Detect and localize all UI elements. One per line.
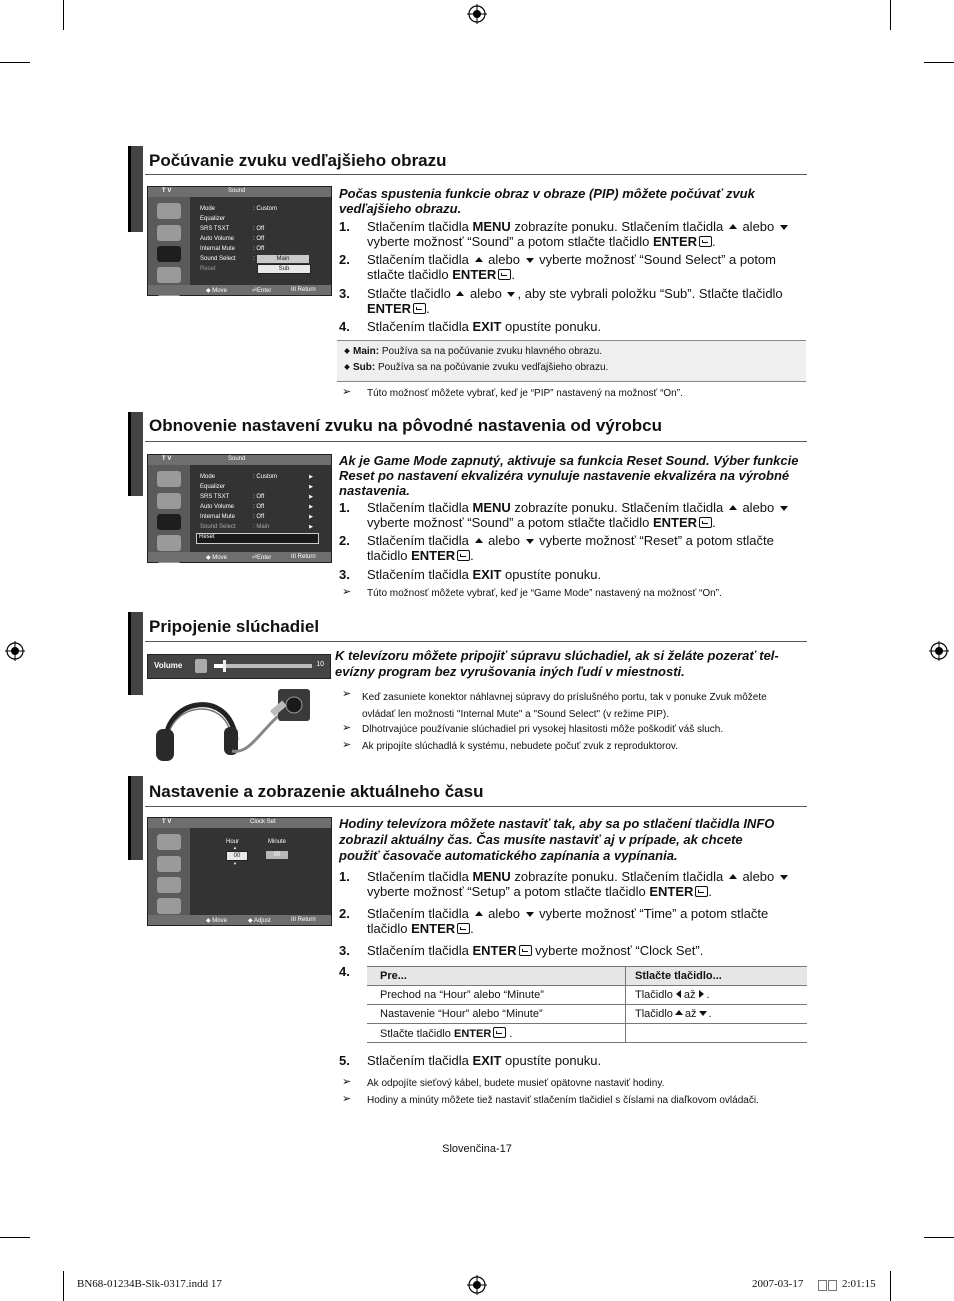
step-item: 1. Stlačením tlačidla MENU zobrazíte ponuku. Stlačením tlačidla alebo vyberte možnosť “Sound” a potom stlačte tlačidlo ENTER . — [339, 500, 807, 530]
osd-foot-adjust: ◆ Adjust — [248, 918, 271, 924]
osd-sound-icon — [157, 877, 181, 893]
bullet-icon — [344, 364, 350, 370]
crop-mark — [0, 1237, 30, 1238]
info-box: Main: Používa sa na počúvanie zvuku hlavného obrazu. Sub: Používa sa na počúvanie zvuku vedľajšieho obrazu. — [337, 340, 806, 382]
osd-menu-title: Sound — [228, 456, 246, 462]
section-rule — [145, 441, 807, 442]
note-arrow-icon: ➢ — [342, 586, 352, 598]
enter-icon — [519, 945, 532, 956]
registration-mark-icon — [467, 4, 487, 24]
table-cell: Prechod na “Hour” alebo “Minute” — [367, 986, 626, 1005]
footer-file: BN68-01234B-Slk-0317.indd 17 — [77, 1278, 222, 1290]
osd-hour-label: Hour — [226, 839, 240, 845]
osd-foot-return: III Return — [291, 554, 316, 560]
osd-row-value: : — [253, 256, 255, 262]
osd-icon-column — [148, 828, 190, 915]
osd-foot-return: III Return — [291, 917, 316, 923]
volume-label: Volume — [154, 661, 183, 670]
osd-volume-bar — [147, 654, 331, 679]
section-title: Nastavenie a zobrazenie aktuálneho času — [149, 782, 484, 801]
crop-mark — [924, 62, 954, 63]
osd-picture-icon — [157, 856, 181, 872]
osd-option-main: Main — [257, 255, 309, 263]
down-arrow-icon — [526, 912, 534, 917]
crop-mark — [890, 1271, 891, 1301]
section-title: Pripojenie slúchadiel — [149, 617, 320, 636]
table-header-cell: Pre... — [367, 967, 626, 986]
bullet-icon — [344, 348, 350, 354]
osd-row-label: Equalizer — [200, 484, 226, 490]
osd-channel-icon — [157, 535, 181, 551]
osd-row-value: : Off — [253, 504, 265, 510]
step-item: 5. Stlačením tlačidla EXIT opustíte ponuku. — [339, 1053, 602, 1068]
osd-foot-enter: ⏎Enter — [252, 288, 272, 294]
crop-mark — [890, 0, 891, 30]
left-arrow-icon — [676, 990, 681, 998]
osd-row-value: : Off — [253, 236, 265, 242]
osd-row-value: : Custom — [253, 206, 278, 212]
osd-row-label: Sound Select — [200, 524, 236, 530]
osd-up-arrow-icon: ▲ — [233, 845, 237, 850]
step-item: 1. Stlačením tlačidla MENU zobrazíte ponuku. Stlačením tlačidla alebo vyberte možnosť “Sound” a potom stlačte tlačidlo ENTER . — [339, 219, 807, 249]
crop-mark — [63, 0, 64, 30]
down-arrow-icon — [507, 292, 515, 297]
section-lead: Počas spustenia funkcie obraz v obraze (PIP) môžete počúvať zvuk vedľajšieho obrazu. — [339, 186, 755, 216]
osd-option-sub: Sub — [257, 264, 311, 274]
osd-row-label: SRS TSXT — [200, 226, 230, 232]
osd-picture-icon — [157, 471, 181, 487]
osd-row-label: Reset — [200, 266, 216, 272]
step-item: 3. Stlačením tlačidla ENTER vyberte možnosť “Clock Set”. — [339, 943, 704, 958]
step-item: 1. Stlačením tlačidla MENU zobrazíte ponuku. Stlačením tlačidla alebo vyberte možnosť “Setup” a potom stlačte tlačidlo ENTER . — [339, 869, 807, 899]
down-arrow-icon — [526, 258, 534, 263]
down-arrow-icon — [526, 539, 534, 544]
osd-down-arrow-icon: ▼ — [233, 861, 237, 866]
osd-picture-icon — [157, 834, 181, 850]
up-arrow-icon — [475, 257, 483, 262]
osd-minute-label: Minute — [268, 839, 287, 845]
up-arrow-icon — [675, 1010, 683, 1015]
osd-row-label: Mode — [200, 474, 216, 480]
osd-icon-column — [148, 197, 190, 285]
osd-hour-value: 00 — [226, 851, 248, 861]
up-arrow-icon — [475, 911, 483, 916]
note-arrow-icon: ➢ — [342, 739, 352, 751]
osd-menu-title: Clock Set — [250, 819, 276, 825]
table-row — [367, 986, 807, 1005]
osd-row-label: Reset — [199, 534, 215, 540]
up-arrow-icon — [729, 874, 737, 879]
table-cell: Nastavenie “Hour” alebo “Minute” — [367, 1005, 626, 1024]
osd-clock-set-menu — [147, 817, 332, 926]
registration-mark-icon — [467, 1275, 487, 1295]
osd-tv-label: T V — [162, 188, 172, 194]
osd-tv-label: T V — [162, 456, 172, 462]
registration-mark-icon — [929, 641, 949, 661]
registration-mark-icon — [5, 641, 25, 661]
note-arrow-icon: ➢ — [342, 1076, 352, 1088]
section-title: Obnovenie nastavení zvuku na pôvodné nastavenia od výrobcu — [149, 416, 662, 435]
osd-row-value: : Custom — [253, 474, 278, 480]
down-arrow-icon — [780, 506, 788, 511]
osd-channel-icon — [157, 267, 181, 283]
enter-icon — [457, 550, 470, 561]
note-arrow-icon: ➢ — [342, 1093, 352, 1105]
missing-glyph-icon — [818, 1280, 827, 1291]
osd-row-label: Equalizer — [200, 216, 226, 222]
volume-track — [214, 664, 312, 668]
section-rule — [145, 174, 807, 175]
osd-row-label: Auto Volume — [200, 236, 235, 242]
osd-sound-icon — [157, 514, 181, 530]
step-item: 2. Stlačením tlačidla alebo vyberte možnosť “Time” a potom stlačte tlačidlo ENTER . — [339, 906, 769, 936]
osd-row-label: SRS TSXT — [200, 494, 230, 500]
osd-foot-enter: ⏎Enter — [252, 555, 272, 561]
osd-row-value: : Main — [253, 524, 270, 530]
osd-picture-icon — [157, 203, 181, 219]
missing-glyph-icon — [828, 1280, 837, 1291]
section-marker-bar — [128, 412, 143, 496]
osd-row-value: : Off — [253, 246, 265, 252]
table-cell: Tlačidlo až . — [626, 986, 808, 1005]
osd-foot-return: III Return — [291, 287, 316, 293]
down-arrow-icon — [780, 875, 788, 880]
table-cell: Tlačidlo až . — [626, 1005, 808, 1024]
table-cell: Stlačte tlačidlo ENTER . — [367, 1024, 626, 1043]
osd-row-value: : Off — [253, 226, 265, 232]
osd-minute-value: 00 — [266, 851, 288, 859]
osd-picture-icon — [157, 493, 181, 509]
headphones-illustration-icon — [152, 685, 312, 765]
osd-foot-move: ◆ Move — [206, 288, 227, 294]
up-arrow-icon — [729, 505, 737, 510]
enter-icon — [493, 1027, 506, 1038]
table-header-cell: Stlačte tlačidlo... — [626, 967, 808, 986]
section-lead: K televízoru môžete pripojiť súpravu slúchadiel, ak si želáte pozerať tel- evízny program bez vyrušovania iných ľudí v miestnosti. — [335, 648, 779, 679]
step-item: 3. Stlačením tlačidla EXIT opustíte ponuku. — [339, 567, 602, 582]
note-arrow-icon: ➢ — [342, 386, 352, 398]
section-marker-bar — [128, 776, 143, 860]
osd-row-label: Mode — [200, 206, 216, 212]
crop-mark — [0, 62, 30, 63]
volume-value: 10 — [316, 661, 324, 668]
page-number: Slovenčina-17 — [442, 1143, 512, 1155]
osd-row-value: : Off — [253, 494, 265, 500]
section-marker-bar — [128, 146, 143, 232]
step-item: 4. Stlačením tlačidla EXIT opustíte ponuku. — [339, 319, 602, 334]
right-arrow-icon — [699, 990, 704, 998]
section-title: Počúvanie zvuku vedľajšieho obrazu — [149, 151, 447, 170]
down-arrow-icon — [780, 225, 788, 230]
down-arrow-icon — [699, 1011, 707, 1016]
table-row — [367, 1005, 807, 1024]
step-item: 2. Stlačením tlačidla alebo vyberte možnosť “Reset” a potom stlačte tlačidlo ENTER . — [339, 533, 774, 563]
up-arrow-icon — [456, 291, 464, 296]
enter-icon — [457, 923, 470, 934]
table-cell — [626, 1024, 808, 1043]
note-arrow-icon: ➢ — [342, 688, 352, 700]
section-rule — [145, 806, 807, 807]
enter-icon — [695, 886, 708, 897]
osd-sound-menu: T V Sound Mode : Custom Equalizer SRS TSXT : Off Auto Volume : Off Internal Mute : Off Sound Select : Main Reset ▶ ▶ ▶ ▶ ▶ ▶ ◆ Move ⏎Enter III Return — [147, 454, 332, 563]
osd-tv-label: T V — [162, 819, 172, 825]
footer-date: 2007-03-17 — [752, 1278, 804, 1290]
section-lead: Hodiny televízora môžete nastaviť tak, aby sa po stlačení tlačidla INFO zobrazil aktuálny čas. Čas musíte nastaviť aj v prípade, ak chcete použiť časovače automatického zapínania a vypínania. — [339, 816, 775, 863]
enter-icon — [413, 303, 426, 314]
table-header-row — [367, 967, 807, 986]
osd-row-label: Internal Mute — [200, 246, 236, 252]
up-arrow-icon — [475, 538, 483, 543]
osd-sound-icon — [157, 246, 181, 262]
enter-icon — [498, 269, 511, 280]
enter-icon — [699, 236, 712, 247]
section-marker-bar — [128, 612, 143, 695]
osd-sound-menu — [147, 186, 332, 296]
section-lead: Ak je Game Mode zapnutý, aktivuje sa funkcia Reset Sound. Výber funkcie Reset po nastavení ekvalizéra vynuluje nastavenie ekvalizéra na výrobné nastavenia. — [339, 453, 799, 498]
volume-knob — [223, 660, 226, 672]
crop-mark — [63, 1271, 64, 1301]
osd-icon-column — [148, 465, 190, 552]
osd-row-label: Auto Volume — [200, 504, 235, 510]
footer-time: 2:01:15 — [842, 1278, 876, 1290]
osd-foot-move: ◆ Move — [206, 555, 227, 561]
up-arrow-icon — [729, 224, 737, 229]
table-row — [367, 1024, 807, 1043]
enter-icon — [699, 517, 712, 528]
crop-mark — [924, 1237, 954, 1238]
osd-foot-move: ◆ Move — [206, 918, 227, 924]
section-rule — [145, 641, 807, 642]
note-arrow-icon: ➢ — [342, 722, 352, 734]
osd-picture-icon — [157, 225, 181, 241]
step-item: 4. — [339, 964, 350, 979]
key-table — [367, 966, 807, 1043]
osd-row-label: Internal Mute — [200, 514, 236, 520]
step-item: 2. Stlačením tlačidla alebo vyberte možnosť “Sound Select” a potom stlačte tlačidlo ENTER . — [339, 252, 776, 282]
osd-menu-title: Sound — [228, 188, 246, 194]
osd-channel-icon — [157, 898, 181, 914]
osd-row-label: Sound Select — [200, 256, 236, 262]
step-item: 3. Stlačte tlačidlo alebo , aby ste vybrali položku “Sub”. Stlačte tlačidlo ENTER . — [339, 286, 783, 316]
osd-row-value: : Off — [253, 514, 265, 520]
speaker-icon — [195, 659, 207, 673]
